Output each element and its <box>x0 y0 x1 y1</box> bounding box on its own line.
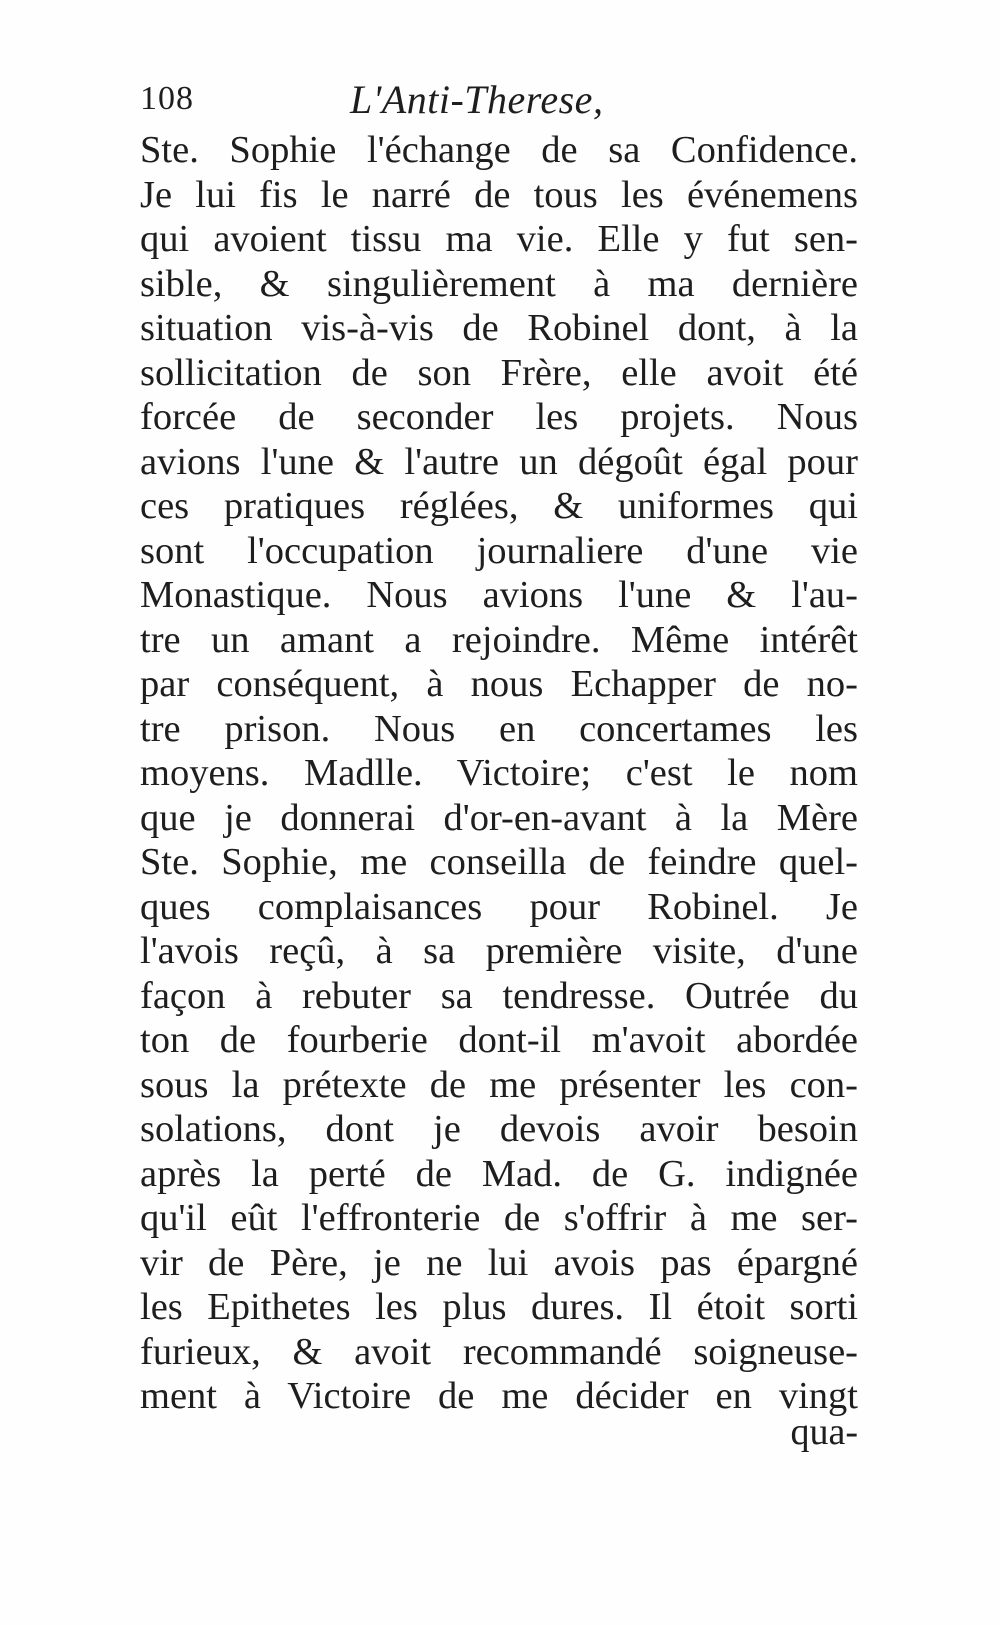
text-line: sible, & singulièrement à ma dernière <box>140 262 858 305</box>
text-line: sous la prétexte de me présenter les con- <box>140 1063 858 1106</box>
catchword: qua- <box>790 1411 858 1453</box>
text-line: situation vis-à-vis de Robinel dont, à la <box>140 307 858 349</box>
text-line: sont l'occupation journaliere d'une vie <box>140 529 858 572</box>
text-line: qu'il eût l'effronterie de s'offrir à me ser- <box>140 1197 858 1239</box>
text-line: vir de Père, je ne lui avois pas épargné <box>140 1241 858 1284</box>
text-line: que je donnerai d'or-en-avant à la Mère <box>140 796 858 839</box>
text-line: Monastique. Nous avions l'une & l'au- <box>140 574 858 616</box>
text-line: tre prison. Nous en concertames les <box>140 707 858 750</box>
text-line: tre un amant a rejoindre. Même intérêt <box>140 618 858 661</box>
running-title: L'Anti-Therese, <box>350 77 604 122</box>
text-line: ques complaisances pour Robinel. Je <box>140 885 858 928</box>
text-line: ton de fourberie dont-il m'avoit abordée <box>140 1019 858 1061</box>
text-line: sollicitation de son Frère, elle avoit été <box>140 351 858 394</box>
text-line: Ste. Sophie l'échange de sa Confidence. <box>140 129 858 171</box>
text-line: Ste. Sophie, me conseilla de feindre quel- <box>140 841 858 883</box>
text-body <box>140 128 858 1419</box>
page-number: 108 <box>140 80 194 117</box>
text-line: furieux, & avoit recommandé soigneuse- <box>140 1330 858 1373</box>
text-line: l'avois reçû, à sa première visite, d'une <box>140 930 858 972</box>
text-line: par conséquent, à nous Echapper de no- <box>140 663 858 705</box>
text-line: façon à rebuter sa tendresse. Outrée du <box>140 974 858 1017</box>
text-line: avions l'une & l'autre un dégoût égal pour <box>140 440 858 483</box>
page-header <box>140 76 860 126</box>
text-line: solations, dont je devois avoir besoin <box>140 1108 858 1150</box>
text-line: les Epithetes les plus dures. Il étoit sorti <box>140 1286 858 1328</box>
text-line: ces pratiques réglées, & uniformes qui <box>140 485 858 527</box>
text-line: moyens. Madlle. Victoire; c'est le nom <box>140 752 858 794</box>
text-line: qui avoient tissu ma vie. Elle y fut sen- <box>140 218 858 260</box>
text-line: après la perté de Mad. de G. indignée <box>140 1152 858 1195</box>
text-line: Je lui fis le narré de tous les événemens <box>140 173 858 216</box>
text-line: ment à Victoire de me décider en vingt <box>140 1375 858 1417</box>
text-line: forcée de seconder les projets. Nous <box>140 396 858 438</box>
